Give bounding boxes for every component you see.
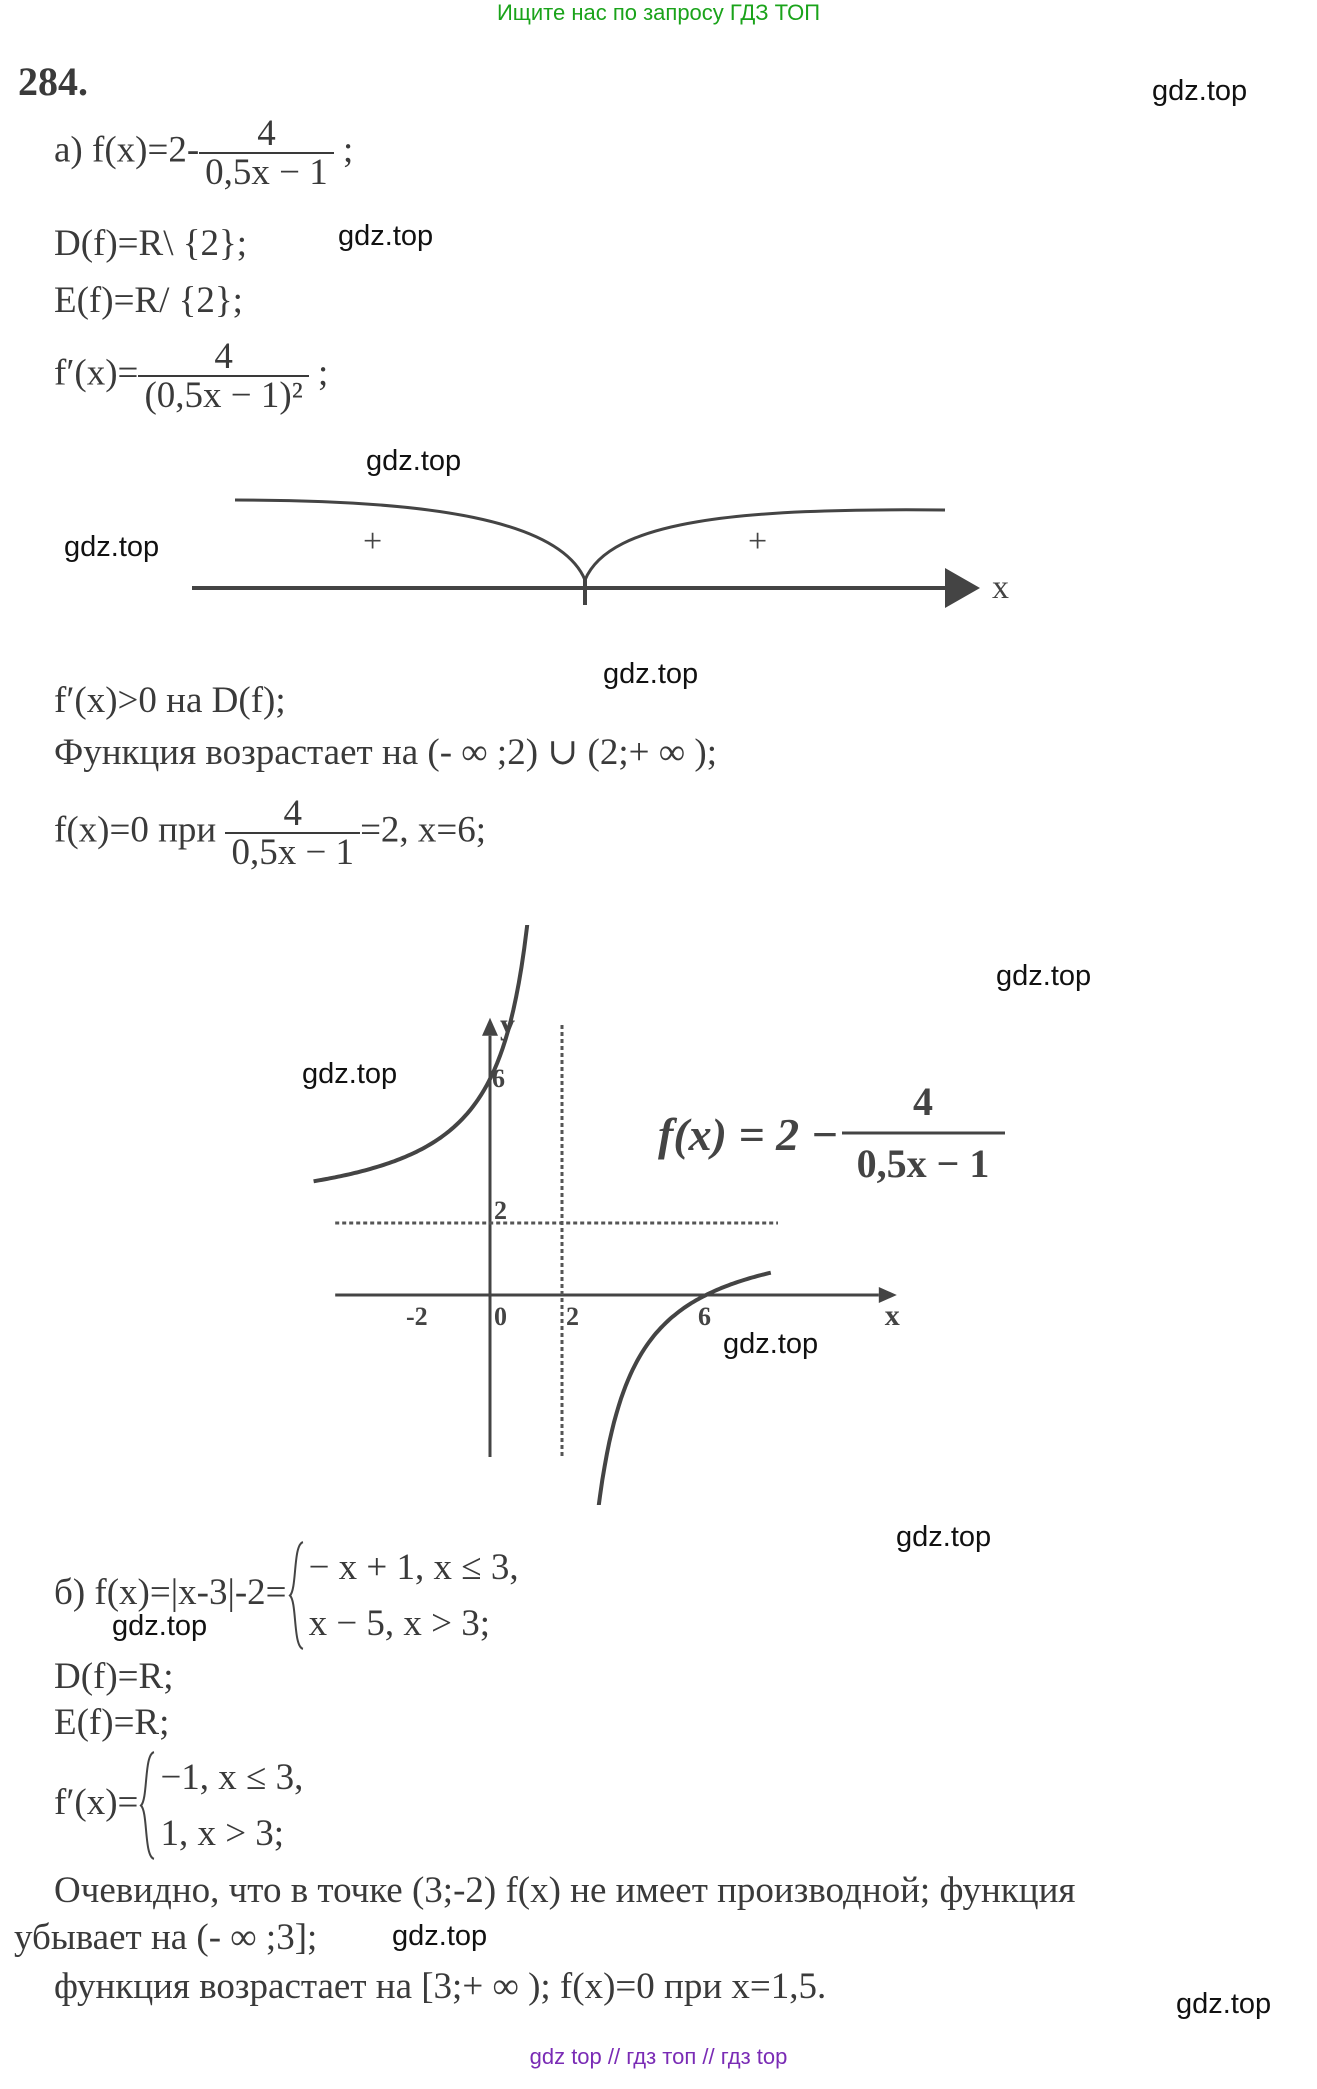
derivative-a xyxy=(54,338,328,414)
watermark: gdz.top xyxy=(1152,75,1248,107)
domain-a: D(f)=R\ {2}; xyxy=(54,223,248,264)
case-1: − x + 1, x ≤ 3, xyxy=(308,1547,519,1588)
zero-prefix: f(x)=0 при xyxy=(54,809,217,851)
watermark: gdz.top xyxy=(1176,1988,1272,2020)
watermark: gdz.top xyxy=(392,1920,488,1952)
function-definition-b xyxy=(54,1540,519,1651)
zero-suffix: =2, x=6; xyxy=(360,809,487,851)
sign-diagram xyxy=(180,480,1040,620)
watermark: gdz.top xyxy=(366,445,462,477)
range-b: E(f)=R; xyxy=(54,1702,170,1743)
numerator: 4 xyxy=(214,336,233,377)
sign-axis-label: x xyxy=(992,569,1009,606)
curve-left-branch xyxy=(314,925,530,1181)
denominator: (0,5x − 1)² xyxy=(138,375,308,414)
zero-statement xyxy=(54,795,486,871)
y-tick-label: 6 xyxy=(492,1064,505,1093)
text-line-3: функция возрастает на [3;+ ∞ ); f(x)=0 при x=1,5. xyxy=(54,1966,827,2007)
numerator: 4 xyxy=(283,793,302,834)
domain-b: D(f)=R; xyxy=(54,1656,174,1697)
brace-icon xyxy=(287,1540,305,1651)
y-tick-label: 2 xyxy=(494,1196,507,1225)
derivative-positive: f′(x)>0 на D(f); xyxy=(54,680,286,721)
deriv-case-1: −1, x ≤ 3, xyxy=(160,1757,304,1798)
fraction xyxy=(225,795,360,871)
x-tick-label: -2 xyxy=(406,1302,428,1331)
deriv-prefix-b: f′(x)= xyxy=(54,1781,139,1823)
curve-right-branch xyxy=(584,1273,771,1505)
deriv-case-2: 1, x > 3; xyxy=(160,1812,285,1854)
y-axis-label: y xyxy=(500,1007,515,1041)
formula-prefix: f(x) = 2 − xyxy=(658,1109,839,1160)
increasing-statement: Функция возрастает на (- ∞ ;2) ∪ (2;+ ∞ ); xyxy=(54,732,717,773)
watermark: gdz.top xyxy=(112,1610,208,1642)
function-graph xyxy=(240,925,1020,1505)
x-axis-label: x xyxy=(884,1299,900,1332)
deriv-suffix: ; xyxy=(318,352,329,394)
range-a: E(f)=R/ {2}; xyxy=(54,280,243,321)
formula-numerator: 4 xyxy=(913,1079,933,1124)
f-prefix-b: б) f(x)=|x-3|-2= xyxy=(54,1571,287,1613)
denominator: 0,5x − 1 xyxy=(225,832,360,871)
y-axis-arrow-icon xyxy=(482,1018,498,1036)
watermark: gdz.top xyxy=(64,531,160,563)
x-tick-label: 6 xyxy=(698,1302,711,1331)
x-tick-label: 2 xyxy=(566,1302,579,1331)
watermark: gdz.top xyxy=(603,658,699,690)
case-2: x − 5, x > 3; xyxy=(308,1602,491,1644)
denominator: 0,5x − 1 xyxy=(199,152,334,191)
x-tick-label: 0 xyxy=(494,1302,507,1331)
deriv-prefix: f′(x)= xyxy=(54,352,139,394)
text-line-1: Очевидно, что в точке (3;-2) f(x) не имеет производной; функция xyxy=(54,1870,1076,1911)
f-suffix: ; xyxy=(343,129,354,171)
numerator: 4 xyxy=(257,113,276,154)
text-line-2: убывает на (- ∞ ;3]; xyxy=(14,1917,318,1958)
sign-plus-right: + xyxy=(748,523,768,560)
axis-arrow-icon xyxy=(945,568,980,608)
f-prefix: а) f(x)=2- xyxy=(54,129,200,171)
watermark: gdz.top xyxy=(996,960,1092,992)
piecewise-block xyxy=(138,1750,303,1861)
top-banner[interactable]: Ищите нас по запросу ГДЗ ТОП xyxy=(496,0,821,25)
function-definition-a xyxy=(54,115,353,191)
footer-links[interactable]: gdz top // гдз топ // гдз top xyxy=(529,2044,788,2069)
watermark: gdz.top xyxy=(723,1328,819,1360)
derivative-b xyxy=(54,1750,303,1861)
watermark: gdz.top xyxy=(302,1058,398,1090)
problem-number: 284. xyxy=(18,59,88,104)
brace-icon xyxy=(138,1750,156,1861)
piecewise-block xyxy=(287,1540,519,1651)
fraction xyxy=(138,338,308,414)
sign-plus-left: + xyxy=(363,523,383,560)
watermark: gdz.top xyxy=(338,220,434,252)
watermark: gdz.top xyxy=(896,1521,992,1553)
formula-denominator: 0,5x − 1 xyxy=(856,1141,990,1186)
fraction xyxy=(199,115,334,191)
